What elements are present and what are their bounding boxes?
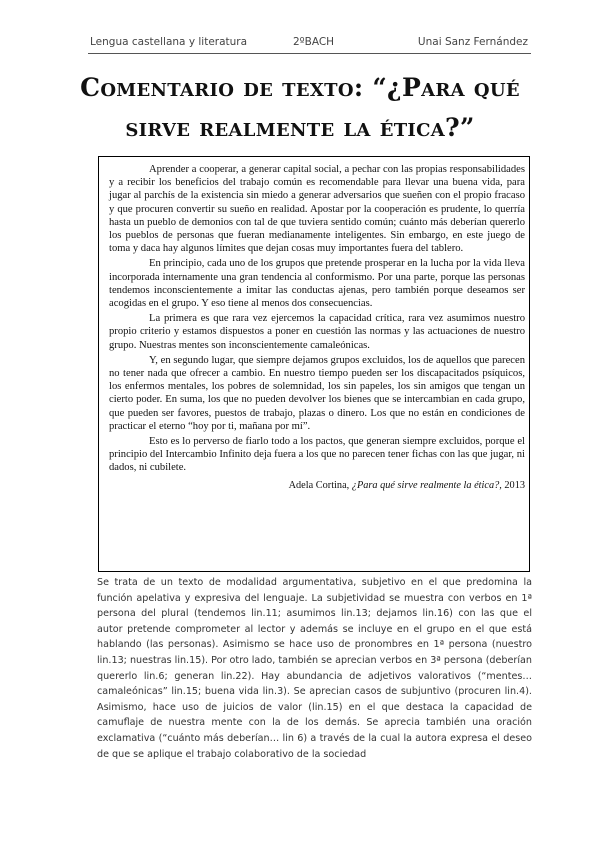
header-subject: Lengua castellana y literatura — [90, 36, 248, 48]
source-citation — [109, 479, 529, 492]
source-paragraph: Y, en segundo lugar, que siempre dejamos grupos excluidos, los de aquellos que parecen no tener nada que ofrecer a cambio. En nuestro tiempo pueden ser los discapacitados psíquicos, los enfermos mentales, los pobres de solemnidad, los sin papeles, los sin amigos que tengan un cierto poder. En suma, los que no pueden devolver los bienes que se intercambian en cada grupo, que pueden ser favores, puestos de trabajo, plazas o dinero. Los que no están en condiciones de practicar el eterno “hoy por ti, mañana por mí”. — [109, 354, 525, 432]
header-course: 2ºBACH — [293, 36, 335, 48]
page-header — [88, 32, 528, 52]
document-title: Comentario de texto: “¿Para qué sirve realmente la ética?” — [80, 73, 520, 142]
source-year: 2013 — [504, 479, 525, 491]
header-divider — [88, 53, 531, 54]
source-paragraph: En principio, cada uno de los grupos que pretende prosperar en la lucha por la vida lleva incorporada internamente una gran tendencia al conformismo. Por una parte, porque las personas tendemos inconscientemente a imitar las conductas ajenas, pero también porque deseamos ser acogidas en el grupo. Y eso tiene al menos dos consecuencias. — [109, 258, 525, 310]
source-title: ¿Para qué sirve realmente la ética?, — [351, 479, 502, 491]
header-author: Unai Sanz Fernández — [417, 36, 528, 48]
source-paragraph: Esto es lo perverso de fiarlo todo a los pactos, que generan siempre excluidos, porque el principio del Intercambio Infinito deja fuera a los que no parecen tener fichas con las que jugar, ni dados, ni cubilete. — [109, 436, 525, 474]
source-text-box — [98, 156, 530, 572]
source-author: Adela Cortina, — [288, 479, 350, 491]
source-paragraph: La primera es que rara vez ejercemos la capacidad crítica, rara vez asumimos nuestro propio criterio y estamos dispuestos a poner en cuestión las normas y las actuaciones de nuestro grupo. Nuestras mentes son inconscientemente camaleónicas. — [109, 313, 525, 351]
commentary-text: Se trata de un texto de modalidad argumentativa, subjetivo en el que predomina la función apelativa y expresiva del lenguaje. La subjetividad se muestra con verbos en 1ª persona del plural (tendemos lin.11; asumimos lin.13; dejamos lin.16) con las que el autor pretende comprometer al lector y además se incluye en el grupo en el que está hablando (las personas). Asimismo se hace uso de pronombres en 1ª persona (nuestro lin.13; nuestras lin.15). Por otro lado, también se aprecian verbos en 3ª persona (deberían quererlo lin.6; generan lin.22). Hay abundancia de adjetivos valorativos (“mentes…camaleónicas” lin.15; buena vida lin.3). Se aprecian casos de subjuntivo (procuren lin.4). Asimismo, hace uso de juicios de valor (lin.15) en el que destaca la capacidad de camuflaje de nuestra mente con la de los demás. Se aprecia también una oración exclamativa (“cuánto más deberían… lin 6) a través de la cual la autora expresa el deseo de que se aplique el trabajo colaborativo de la sociedad — [97, 577, 532, 760]
source-paragraph: Aprender a cooperar, a generar capital social, a pechar con las propias responsabilidades y a recibir los beneficios del trabajo común es recomendable para llevar una buena vida, para jugar al parchís de la existencia sin miedo a generar adversarios que sueñen con el propio fracaso y que procuren convertir su sueño en realidad. Apostar por la cooperación es prudente, lo querría hasta un pueblo de demonios con tal de que tuviera sentido común; cuánto más deberían quererlo los pueblos de personas que fueran medianamente inteligentes. Sin embargo, en este juego de toma y daca hay algunos límites que dejan cosas muy importantes fuera del tablero. — [109, 164, 525, 255]
